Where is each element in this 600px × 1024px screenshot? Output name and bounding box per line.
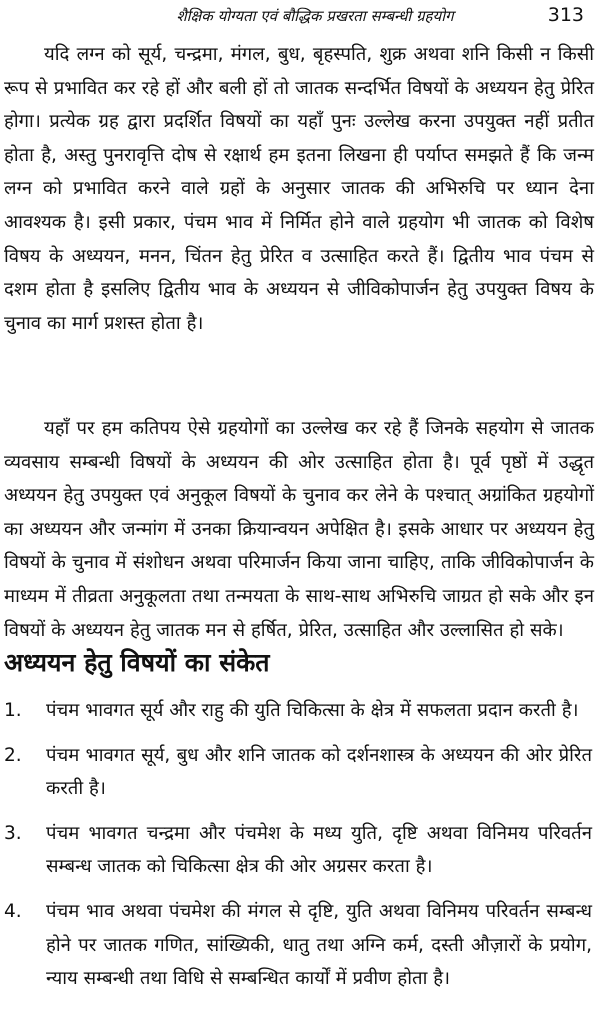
running-title: शैक्षिक योग्यता एवं बौद्धिक प्रखरता सम्बन्धी ग्रहयोग — [176, 7, 454, 25]
list-item-text: पंचम भावगत चन्द्रमा और पंचमेश के मध्य युति, दृष्टि अथवा विनिमय परिवर्तन सम्बन्ध जातक को चिकित्सा क्षेत्र की ओर अग्रसर करता है। — [46, 822, 592, 878]
list-item — [0, 817, 600, 884]
list-item — [0, 895, 600, 996]
list-item — [0, 739, 600, 806]
page-header — [0, 6, 600, 30]
list-item-number: 4. — [4, 900, 22, 922]
list-item — [0, 694, 600, 728]
yoga-list — [0, 694, 600, 1007]
list-item-text: पंचम भावगत सूर्य और राहु की युति चिकित्सा के क्षेत्र में सफलता प्रदान करती है। — [46, 700, 579, 721]
page-number: 313 — [547, 4, 584, 26]
paragraph-2: यहाँ पर हम कतिपय ऐसे ग्रहयोगों का उल्लेख कर रहे हैं जिनके सहयोग से जातक व्यवसाय सम्बन्धी विषयों के अध्ययन की ओर उत्साहित होता है। पूर्व पृष्ठों में उद्धृत अध्ययन हेतु उपयुक्त एवं अनुकूल विषयों के चुनाव कर लेने के पश्चात् अग्रांकित ग्रहयोगों का अध्ययन और जन्मांग में उनका क्रियान्वयन अपेक्षित है। इसके आधार पर अध्ययन हेतु विषयों के चुनाव में संशोधन अथवा परिमार्जन किया जाना चाहिए, ताकि जीविकोपार्जन के माध्यम में तीव्रता अनुकूलता तथा तन्मयता के साथ-साथ अभिरुचि जाग्रत हो सके और इन विषयों के अध्ययन हेतु जातक मन से हर्षित, प्रेरित, उत्साहित और उल्लासित हो सके। — [4, 418, 594, 641]
list-item-text: पंचम भाव अथवा पंचमेश की मंगल से दृष्टि, युति अथवा विनिमय परिवर्तन सम्बन्ध होने पर जातक गणित, सांख्यिकी, धातु तथा अग्नि कर्म, दस्ती औज़ारों के प्रयोग, न्याय सम्बन्धी तथा विधि से सम्बन्धित कार्यों में प्रवीण होता है। — [46, 900, 592, 990]
list-item-number: 1. — [4, 700, 22, 721]
paragraph-1: यदि लग्न को सूर्य, चन्द्रमा, मंगल, बुध, बृहस्पति, शुक्र अथवा शनि किसी न किसी रूप से प्रभावित कर रहे हों और बली हों तो जातक सन्दर्भित विषयों के अध्ययन हेतु प्रेरित होगा। प्रत्येक ग्रह द्वारा प्रदर्शित विषयों का यहाँ पुनः उल्लेख करना उपयुक्त नहीं प्रतीत होता है, अस्तु पुनरावृत्ति दोष से रक्षार्थ हम इतना लिखना ही पर्याप्त समझते हैं कि जन्म लग्न को प्रभावित करने वाले ग्रहों के अनुसार जातक की अभिरुचि पर ध्यान देना आवश्यक है। इसी प्रकार, पंचम भाव में निर्मित होने वाले ग्रहयोग भी जातक को विशेष विषय के अध्ययन, मनन, चिंतन हेतु प्रेरित व उत्साहित करते हैं। द्वितीय भाव पंचम से दशम होता है इसलिए द्वितीय भाव के अध्ययन से जीविकोपार्जन हेतु उपयुक्त विषय के चुनाव का मार्ग प्रशस्त होता है। — [4, 44, 594, 334]
section-heading: अध्ययन हेतु विषयों का संकेत — [4, 648, 270, 677]
list-item-number: 2. — [4, 744, 22, 766]
list-item-number: 3. — [4, 822, 22, 844]
list-item-text: पंचम भावगत सूर्य, बुध और शनि जातक को दर्शनशास्त्र के अध्ययन की ओर प्रेरित करती है। — [46, 744, 592, 800]
